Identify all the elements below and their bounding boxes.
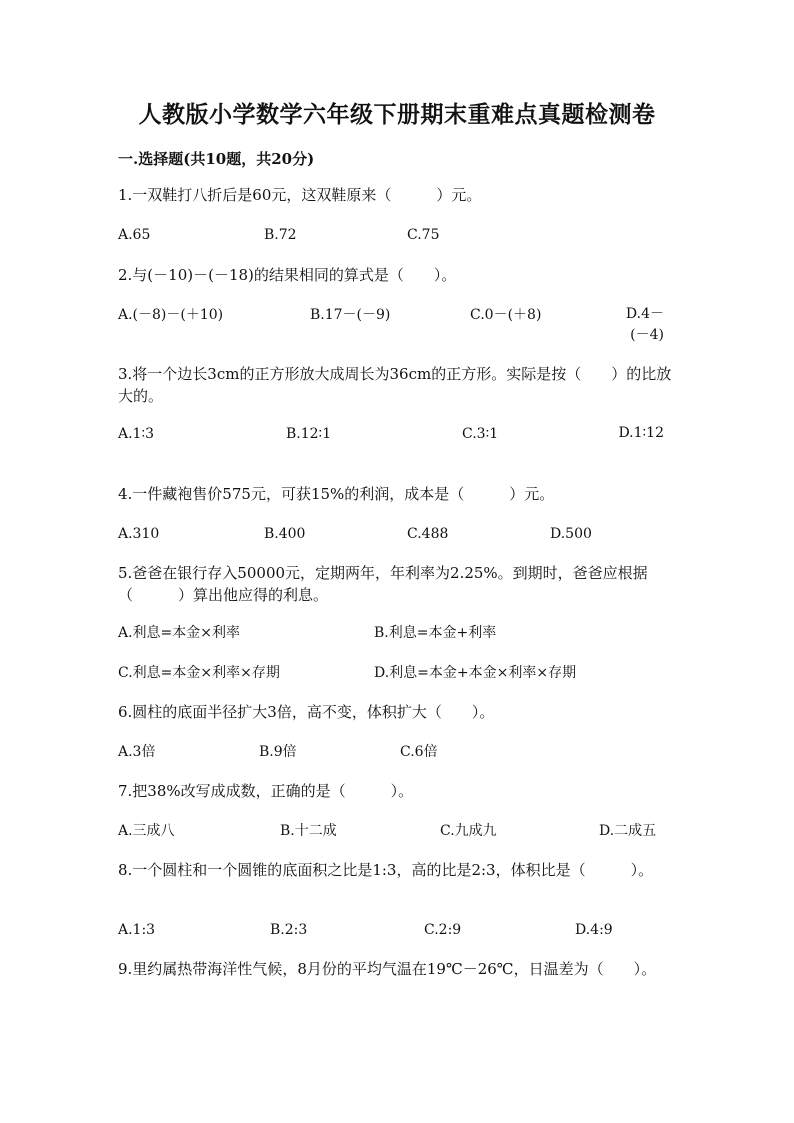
question-8-stem: 8.一个圆柱和一个圆锥的底面积之比是1:3，高的比是2:3，体积比是（ ）。	[118, 861, 654, 879]
option-b[interactable]: B.400	[264, 526, 306, 542]
question-6-options	[118, 741, 678, 763]
question-5-stem: 5.爸爸在银行存入50000元，定期两年，年利率为2.25%。到期时，爸爸应根据（ ）算出他应得的利息。	[118, 564, 648, 604]
option-a[interactable]: A.310	[118, 526, 160, 542]
question-1-options	[118, 224, 678, 246]
option-d[interactable]: D.4－(－4)	[625, 306, 664, 343]
option-b[interactable]: B.12∶1	[286, 426, 332, 442]
question-7-stem: 7.把38%改写成成数，正确的是（ ）。	[118, 782, 414, 800]
option-c[interactable]: C.6倍	[400, 744, 438, 760]
question-3-stem: 3.将一个边长3cm的正方形放大成周长为36cm的正方形。实际是按（ ）的比放大的。	[118, 365, 672, 405]
option-a[interactable]: A.利息=本金×利率	[118, 625, 241, 641]
option-b[interactable]: B.十二成	[280, 823, 337, 839]
option-c[interactable]: C.利息=本金×利率×存期	[118, 665, 280, 681]
option-d[interactable]: D.二成五	[599, 823, 657, 839]
question-3-options	[118, 423, 678, 445]
option-c[interactable]: C.2:9	[424, 922, 462, 938]
option-d[interactable]: D.1∶12	[618, 425, 664, 441]
question-8-options	[118, 919, 678, 941]
option-b[interactable]: B.2:3	[270, 922, 308, 938]
question-5-options-row2	[118, 662, 678, 684]
option-b[interactable]: B.利息=本金+利率	[374, 625, 497, 641]
option-b[interactable]: B.17－(－9)	[310, 307, 391, 323]
question-5-options-row1	[118, 622, 678, 644]
question-2-options	[118, 304, 678, 343]
option-d[interactable]: D.500	[550, 526, 592, 542]
question-1-stem: 1.一双鞋打八折后是60元，这双鞋原来（ ）元。	[118, 186, 482, 204]
option-a[interactable]: A.3倍	[118, 744, 156, 760]
question-9-stem: 9.里约属热带海洋性气候，8月份的平均气温在19℃－26℃，日温差为（ ）。	[118, 960, 657, 978]
question-6-stem: 6.圆柱的底面半径扩大3倍，高不变，体积扩大（ ）。	[118, 703, 495, 721]
option-c[interactable]: C.0－(＋8)	[470, 307, 542, 323]
option-d[interactable]: D.4:9	[575, 922, 613, 938]
option-d[interactable]: D.利息=本金+本金×利率×存期	[374, 665, 577, 681]
option-a[interactable]: A.1:3	[118, 922, 156, 938]
option-c[interactable]: C.488	[407, 526, 449, 542]
option-c[interactable]: C.75	[407, 227, 440, 243]
option-b[interactable]: B.72	[264, 227, 297, 243]
question-4-options	[118, 523, 678, 545]
option-b[interactable]: B.9倍	[259, 744, 297, 760]
option-a[interactable]: A.65	[118, 227, 151, 243]
option-c[interactable]: C.3∶1	[462, 426, 499, 442]
option-a[interactable]: A.1∶3	[118, 426, 155, 442]
option-a[interactable]: A.(－8)－(＋10)	[118, 307, 224, 323]
question-4-stem: 4.一件藏袍售价575元，可获15%的利润，成本是（ ）元。	[118, 485, 555, 503]
question-7-options	[118, 820, 678, 842]
section-heading: 一.选择题(共10题，共20分)	[118, 150, 315, 168]
page-title: 人教版小学数学六年级下册期末重难点真题检测卷	[138, 101, 656, 128]
option-c[interactable]: C.九成九	[440, 823, 497, 839]
option-a[interactable]: A.三成八	[118, 823, 175, 839]
question-2-stem: 2.与(－10)－(－18)的结果相同的算式是（ ）。	[118, 266, 457, 284]
